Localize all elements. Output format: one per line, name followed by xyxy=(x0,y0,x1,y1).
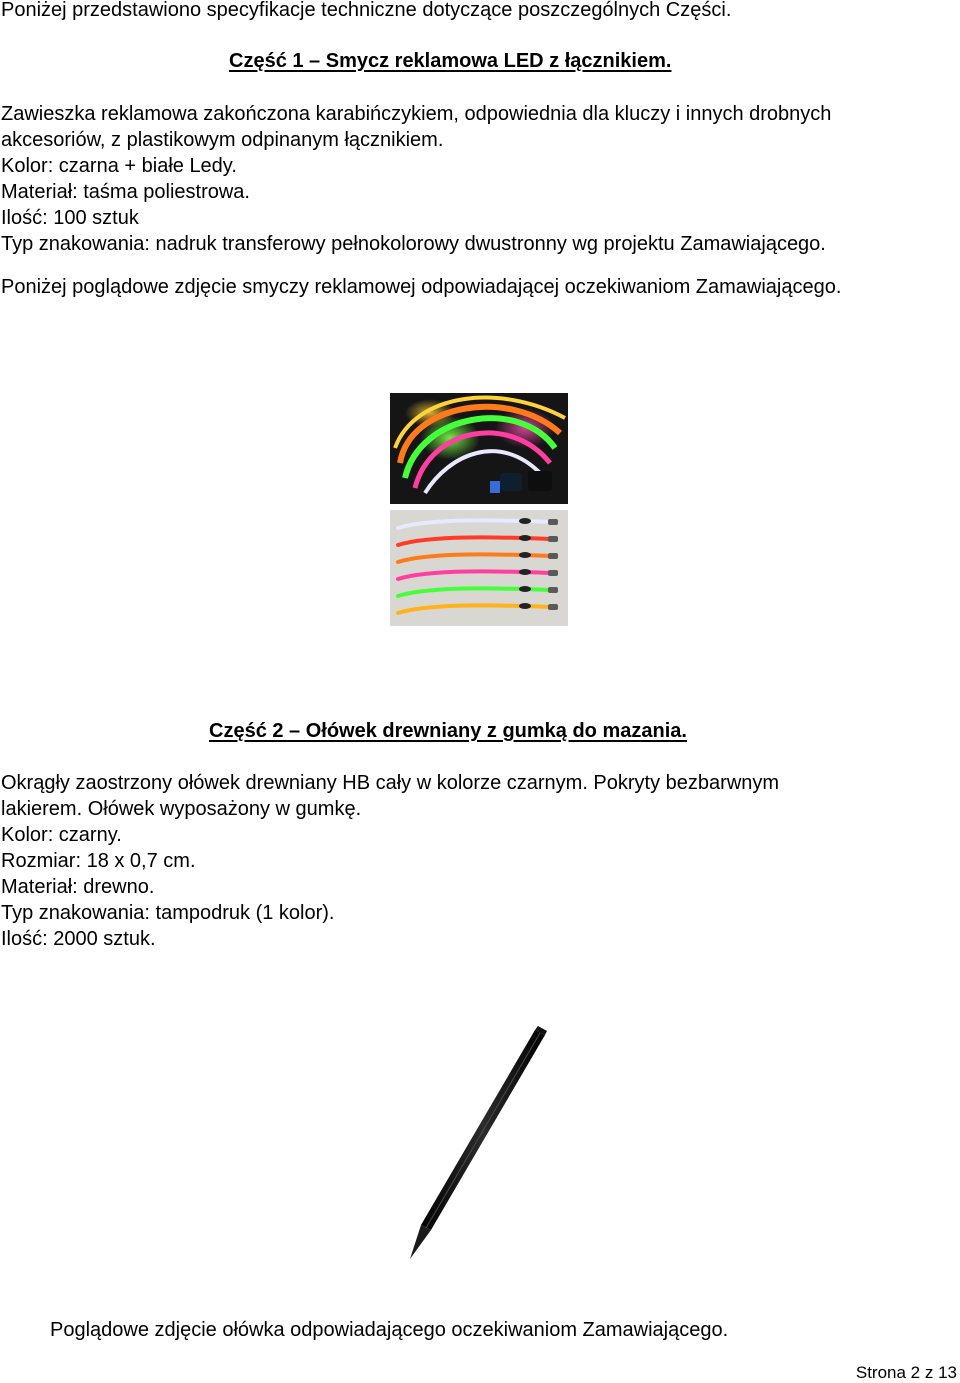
spec-line: Materiał: taśma poliestrowa. xyxy=(1,181,250,203)
intro-text: Poniżej przedstawiono specyfikacje techniczne dotyczące poszczególnych Części. xyxy=(1,0,732,21)
spec-line: Zawieszka reklamowa zakończona karabińczykiem, odpowiednia dla kluczy i innych drobnych xyxy=(1,103,832,125)
spec-line: Materiał: drewno. xyxy=(1,876,155,898)
lanyard-led-module xyxy=(519,603,531,609)
lanyard-photo-glowing xyxy=(390,393,568,504)
lanyard-led-module xyxy=(519,518,531,524)
spec-line: Rozmiar: 18 x 0,7 cm. xyxy=(1,850,196,872)
section-1-heading: Część 1 – Smycz reklamowa LED z łącznikiem. xyxy=(229,50,672,72)
lanyard-glow-illustration xyxy=(390,393,568,504)
section-2-specification xyxy=(1,770,951,952)
pencil-photo xyxy=(395,1022,555,1267)
pencil-tip xyxy=(410,1225,431,1259)
spec-line: Kolor: czarna + białe Ledy. xyxy=(1,155,237,177)
lanyard-clip xyxy=(548,570,558,576)
lanyard-led-module xyxy=(519,569,531,575)
spec-line: Typ znakowania: nadruk transferowy pełnokolorowy dwustronny wg projektu Zamawiającego. xyxy=(1,233,826,255)
spec-line: lakierem. Ołówek wyposażony w gumkę. xyxy=(1,798,362,820)
lanyard-clip xyxy=(548,604,558,610)
section-1-specification xyxy=(1,101,951,257)
spec-line: Typ znakowania: tampodruk (1 kolor). xyxy=(1,902,335,924)
lanyard-led-module xyxy=(519,535,531,541)
page-number: Strona 2 z 13 xyxy=(855,1363,957,1382)
spec-line: Ilość: 2000 sztuk. xyxy=(1,928,156,950)
spec-line: Ilość: 100 sztuk xyxy=(1,207,139,229)
lanyard-row-illustration xyxy=(390,510,568,626)
section-2-heading: Część 2 – Ołówek drewniany z gumką do mazania. xyxy=(209,720,687,742)
pencil-photo-caption: Poglądowe zdjęcie ołówka odpowiadającego oczekiwaniom Zamawiającego. xyxy=(50,1319,729,1341)
lanyard-led-module xyxy=(519,552,531,558)
spec-line: akcesoriów, z plastikowym odpinanym łącznikiem. xyxy=(1,129,444,151)
section-1-photo-note: Poniżej poglądowe zdjęcie smyczy reklamowej odpowiadającej oczekiwaniom Zamawiającego. xyxy=(1,276,842,298)
spec-line: Okrągły zaostrzony ołówek drewniany HB cały w kolorze czarnym. Pokryty bezbarwnym xyxy=(1,772,780,794)
lanyard-clip xyxy=(548,519,558,525)
lanyard-clip xyxy=(548,587,558,593)
spec-line: Kolor: czarny. xyxy=(1,824,122,846)
lanyard-led-module xyxy=(519,586,531,592)
lanyard-photo-row xyxy=(390,510,568,626)
lanyard-clip xyxy=(548,536,558,542)
lanyard-clip xyxy=(548,553,558,559)
